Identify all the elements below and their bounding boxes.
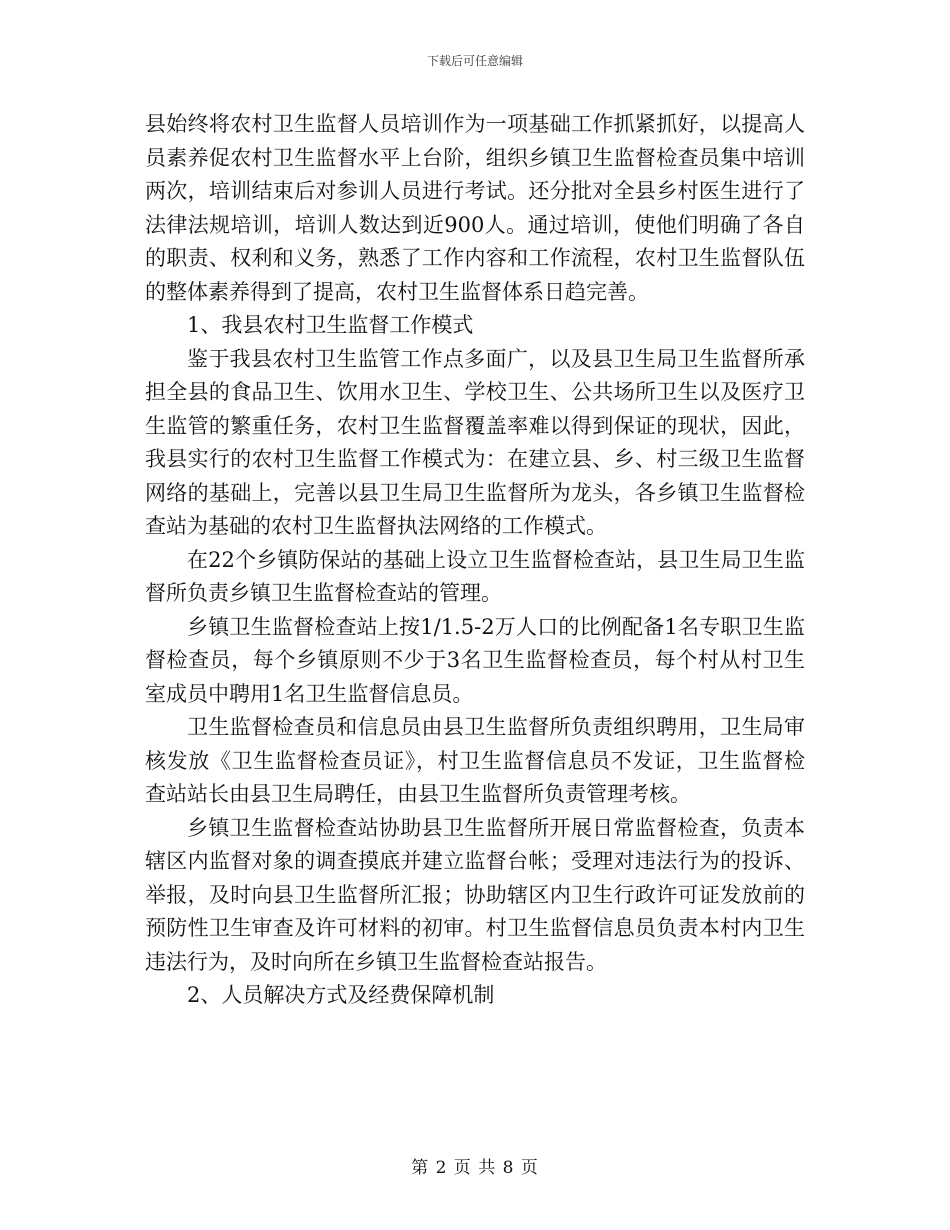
body-paragraph: 卫生监督检查员和信息员由县卫生监督所负责组织聘用，卫生局审核发放《卫生监督检查员证》，村卫生监督信息员不发证，卫生监督检查站站长由县卫生局聘任，由县卫生监督所负责管理考核。 [145, 715, 805, 806]
document-body [145, 108, 805, 1013]
body-paragraph: 乡镇卫生监督检查站上按1/1.5-2万人口的比例配备1名专职卫生监督检查员，每个乡镇原则不少于3名卫生监督检查员，每个村从村卫生室成员中聘用1名卫生监督信息员。 [145, 614, 805, 706]
body-paragraph: 鉴于我县农村卫生监管工作点多面广，以及县卫生局卫生监督所承担全县的食品卫生、饮用水卫生、学校卫生、公共场所卫生以及医疗卫生监管的繁重任务，农村卫生监督覆盖率难以得到保证的现状，因此，我县实行的农村卫生监督工作模式为：在建立县、乡、村三级卫生监督网络的基础上，完善以县卫生局卫生监督所为龙头，各乡镇卫生监督检查站为基础的农村卫生监督执法网络的工作模式。 [145, 346, 805, 538]
body-paragraph: 在22个乡镇防保站的基础上设立卫生监督检查站，县卫生局卫生监督所负责乡镇卫生监督检查站的管理。 [145, 547, 805, 605]
section-heading: 2、人员解决方式及经费保障机制 [187, 983, 495, 1007]
body-paragraph: 县始终将农村卫生监督人员培训作为一项基础工作抓紧抓好，以提高人员素养促农村卫生监督水平上台阶，组织乡镇卫生监督检查员集中培训两次，培训结束后对参训人员进行考试。还分批对全县乡村医生进行了法律法规培训，培训人数达到近900人。通过培训，使他们明确了各自的职责、权利和义务，熟悉了工作内容和工作流程，农村卫生监督队伍的整体素养得到了提高，农村卫生监督体系日趋完善。 [145, 112, 805, 304]
page-footer: 第 2 页 共 8 页 [411, 1158, 539, 1178]
section-heading: 1、我县农村卫生监督工作模式 [187, 313, 474, 337]
body-paragraph: 乡镇卫生监督检查站协助县卫生监督所开展日常监督检查，负责本辖区内监督对象的调查摸底并建立监督台帐；受理对违法行为的投诉、举报，及时向县卫生监督所汇报；协助辖区内卫生行政许可证发放前的预防性卫生审查及许可材料的初审。村卫生监督信息员负责本村内卫生违法行为，及时向所在乡镇卫生监督检查站报告。 [145, 815, 805, 974]
page-header: 下载后可任意编辑 [426, 54, 523, 68]
